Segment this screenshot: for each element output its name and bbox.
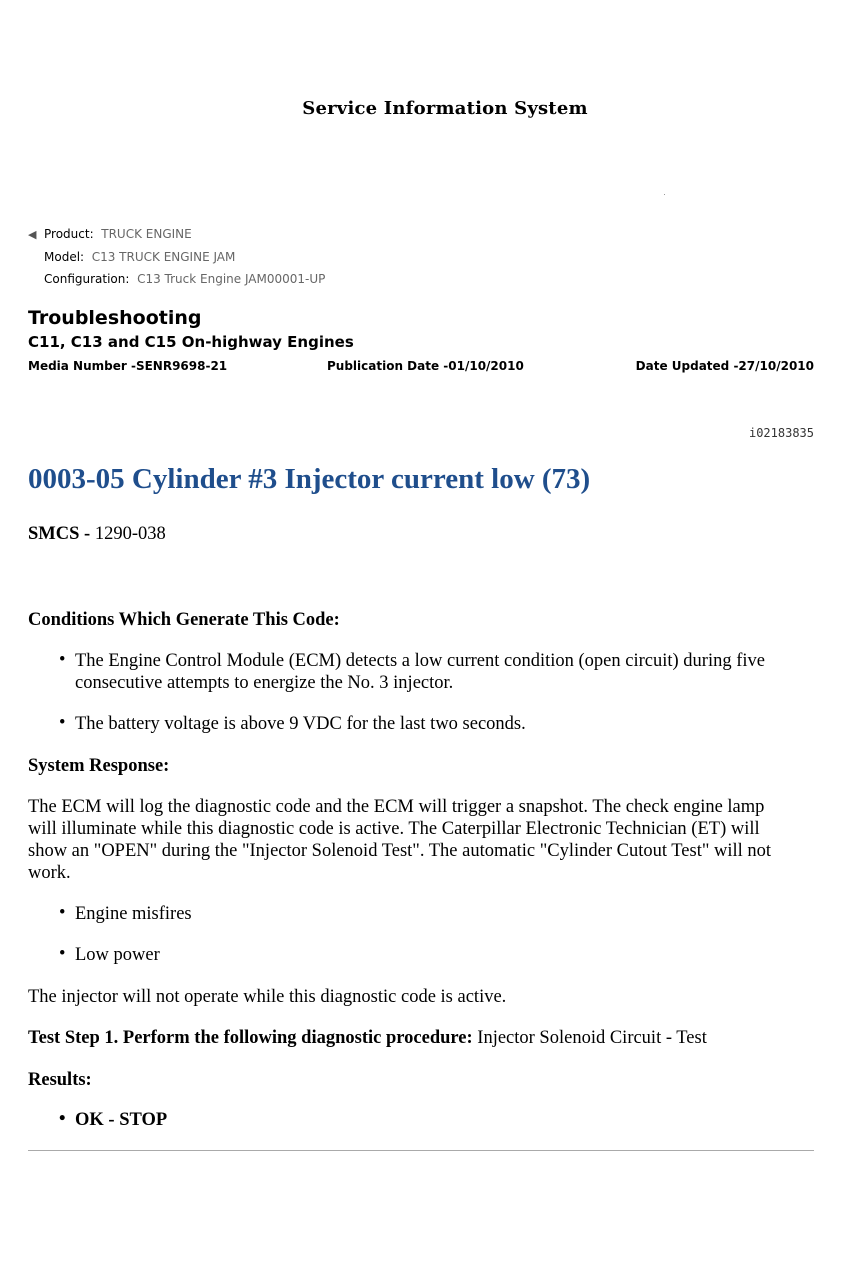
article-title: 0003-05 Cylinder #3 Injector current low (73) [28, 463, 591, 495]
smcs-line [28, 523, 818, 545]
product-value: TRUCK ENGINE [101, 227, 192, 241]
response-line: show an "OPEN" during the "Injector Solenoid Test". The automatic "Cylinder Cutout Test" will not [28, 841, 772, 861]
divider [28, 1150, 814, 1151]
smcs-value: 1290-038 [94, 524, 166, 544]
system-response-heading: System Response: [28, 756, 170, 776]
injector-note: The injector will not operate while this diagnostic code is active. [28, 987, 507, 1007]
response-line: will illuminate while this diagnostic code is active. The Caterpillar Electronic Technician (ET) will [28, 819, 760, 839]
document-id: i02183835 [748, 426, 814, 440]
condition-line: The Engine Control Module (ECM) detects a low current condition (open circuit) during five [75, 651, 765, 671]
configuration-value: C13 Truck Engine JAM00001-UP [137, 272, 326, 286]
test-step-label: Test Step 1. Perform the following diagnostic procedure: [28, 1028, 473, 1048]
model-label: Model: [44, 250, 85, 264]
condition-item-2: The battery voltage is above 9 VDC for the last two seconds. [75, 714, 526, 734]
bullet-icon: • [59, 903, 66, 923]
decorative-dot [664, 194, 665, 195]
result-item: OK - STOP [75, 1110, 168, 1130]
test-step-line [28, 1027, 818, 1049]
product-info [28, 223, 325, 290]
system-response-text [28, 796, 818, 884]
smcs-label: SMCS - [28, 524, 91, 544]
effect-item: Low power [75, 945, 160, 965]
configuration-label: Configuration: [44, 272, 130, 286]
bullet-icon: • [59, 650, 66, 670]
response-line: The ECM will log the diagnostic code and the ECM will trigger a snapshot. The check engine lamp [28, 797, 765, 817]
bullet-icon: • [59, 713, 66, 733]
response-line: work. [28, 863, 71, 883]
section-title: Troubleshooting [28, 307, 202, 329]
condition-line: consecutive attempts to energize the No. 3 injector. [75, 673, 454, 693]
bullet-icon: • [59, 944, 66, 964]
results-heading: Results: [28, 1070, 92, 1090]
publication-subtitle: C11, C13 and C15 On-highway Engines [28, 333, 354, 351]
date-updated: Date Updated -27/10/2010 [635, 359, 814, 373]
system-title: Service Information System [302, 98, 588, 119]
conditions-heading: Conditions Which Generate This Code: [28, 610, 340, 630]
condition-item-1 [75, 650, 815, 694]
media-number: Media Number -SENR9698-21 [28, 359, 228, 373]
back-arrow-icon[interactable]: ◀ [28, 228, 37, 241]
bullet-icon: • [59, 1109, 66, 1129]
test-step-value: Injector Solenoid Circuit - Test [477, 1028, 707, 1048]
model-value: C13 TRUCK ENGINE JAM [91, 250, 236, 264]
product-label: Product: [44, 227, 94, 241]
effect-item: Engine misfires [75, 904, 192, 924]
publication-date: Publication Date -01/10/2010 [327, 359, 524, 373]
